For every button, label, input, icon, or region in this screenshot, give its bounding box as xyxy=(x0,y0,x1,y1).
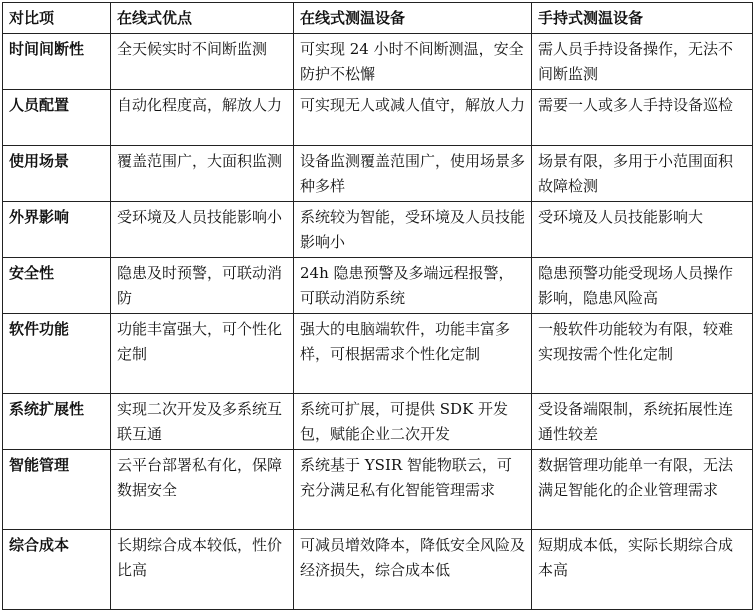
online-advantage-cell: 隐患及时预警，可联动消防 xyxy=(111,258,294,314)
online-device-cell: 可实现 24 小时不间断测温，安全防护不松懈 xyxy=(294,34,532,90)
table-body xyxy=(3,34,753,610)
comparison-table xyxy=(2,2,753,610)
online-advantage-cell: 云平台部署私有化，保障数据安全 xyxy=(111,450,294,530)
table-row xyxy=(3,530,753,610)
online-device-cell: 设备监测覆盖范围广，使用场景多种多样 xyxy=(294,146,532,202)
online-device-cell: 24h 隐患预警及多端远程报警，可联动消防系统 xyxy=(294,258,532,314)
online-device-cell: 可减员增效降本，降低安全风险及经济损失，综合成本低 xyxy=(294,530,532,610)
handheld-device-cell: 场景有限，多用于小范围面积故障检测 xyxy=(532,146,753,202)
row-label: 使用场景 xyxy=(3,146,111,202)
table-row xyxy=(3,202,753,258)
handheld-device-cell: 短期成本低，实际长期综合成本高 xyxy=(532,530,753,610)
row-label: 外界影响 xyxy=(3,202,111,258)
header-handheld-device: 手持式测温设备 xyxy=(532,3,753,34)
handheld-device-cell: 隐患预警功能受现场人员操作影响，隐患风险高 xyxy=(532,258,753,314)
handheld-device-cell: 需人员手持设备操作，无法不间断监测 xyxy=(532,34,753,90)
table-row xyxy=(3,34,753,90)
table-row xyxy=(3,258,753,314)
header-row xyxy=(3,3,753,34)
table-row xyxy=(3,90,753,146)
header-comparison-item: 对比项 xyxy=(3,3,111,34)
online-device-cell: 可实现无人或减人值守，解放人力 xyxy=(294,90,532,146)
online-device-cell: 系统较为智能，受环境及人员技能影响小 xyxy=(294,202,532,258)
row-label: 智能管理 xyxy=(3,450,111,530)
online-device-cell: 系统基于 YSIR 智能物联云，可充分满足私有化智能管理需求 xyxy=(294,450,532,530)
row-label: 系统扩展性 xyxy=(3,394,111,450)
online-advantage-cell: 自动化程度高，解放人力 xyxy=(111,90,294,146)
online-advantage-cell: 功能丰富强大，可个性化定制 xyxy=(111,314,294,394)
table-row xyxy=(3,450,753,530)
handheld-device-cell: 受设备端限制，系统拓展性连通性较差 xyxy=(532,394,753,450)
online-device-cell: 系统可扩展，可提供 SDK 开发包，赋能企业二次开发 xyxy=(294,394,532,450)
online-advantage-cell: 受环境及人员技能影响小 xyxy=(111,202,294,258)
header-online-advantage: 在线式优点 xyxy=(111,3,294,34)
online-advantage-cell: 实现二次开发及多系统互联互通 xyxy=(111,394,294,450)
table-row xyxy=(3,394,753,450)
row-label: 人员配置 xyxy=(3,90,111,146)
table-row xyxy=(3,314,753,394)
handheld-device-cell: 需要一人或多人手持设备巡检 xyxy=(532,90,753,146)
row-label: 综合成本 xyxy=(3,530,111,610)
online-advantage-cell: 覆盖范围广，大面积监测 xyxy=(111,146,294,202)
handheld-device-cell: 一般软件功能较为有限，较难实现按需个性化定制 xyxy=(532,314,753,394)
row-label: 时间间断性 xyxy=(3,34,111,90)
table-header xyxy=(3,3,753,34)
online-advantage-cell: 全天候实时不间断监测 xyxy=(111,34,294,90)
handheld-device-cell: 受环境及人员技能影响大 xyxy=(532,202,753,258)
row-label: 安全性 xyxy=(3,258,111,314)
row-label: 软件功能 xyxy=(3,314,111,394)
online-advantage-cell: 长期综合成本较低，性价比高 xyxy=(111,530,294,610)
table-row xyxy=(3,146,753,202)
online-device-cell: 强大的电脑端软件，功能丰富多样，可根据需求个性化定制 xyxy=(294,314,532,394)
handheld-device-cell: 数据管理功能单一有限，无法满足智能化的企业管理需求 xyxy=(532,450,753,530)
header-online-device: 在线式测温设备 xyxy=(294,3,532,34)
